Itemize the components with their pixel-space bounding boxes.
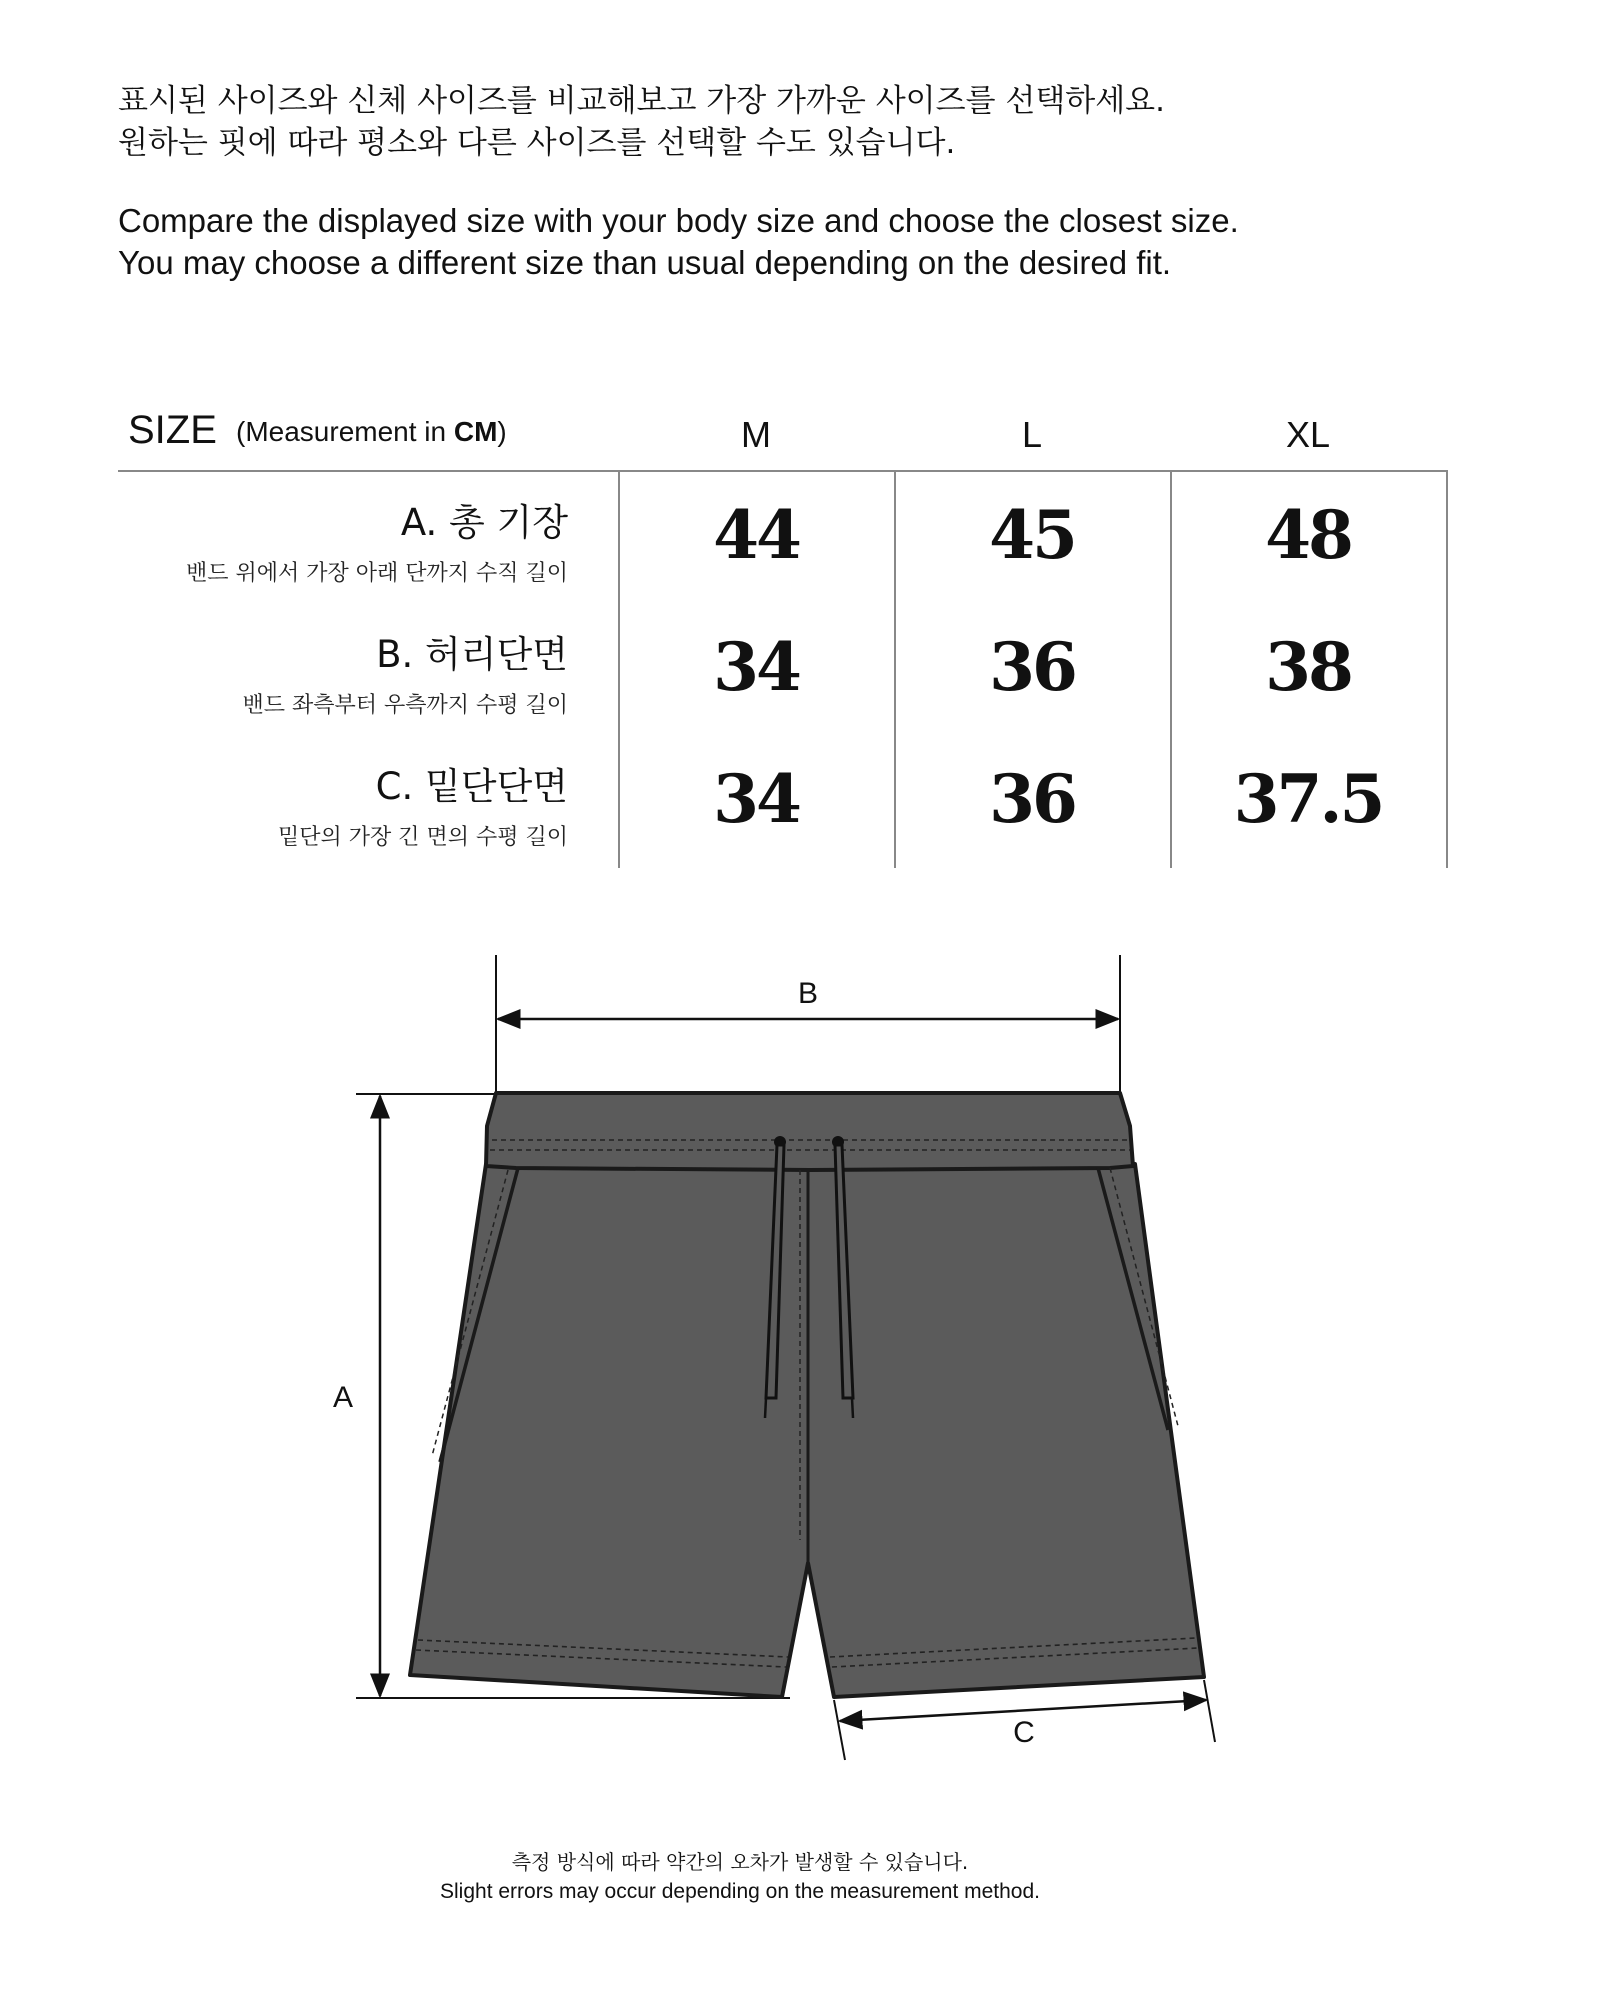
row-label [242,624,568,719]
dimension-b [496,955,1120,1092]
intro-ko-line-2: 원하는 핏에 따라 평소와 다른 사이즈를 선택할 수도 있습니다. [118,125,956,161]
size-value: 34 [713,760,799,838]
size-value: 48 [1265,496,1351,574]
intro-en-line-1: Compare the displayed size with your body size and choose the closest size. [118,202,1239,239]
row-label-description: 밑단의 가장 긴 면의 수평 길이 [278,825,568,850]
row-label-description: 밴드 위에서 가장 아래 단까지 수직 길이 [186,561,568,586]
size-table [118,400,1448,868]
size-row-c [118,736,1448,868]
size-row-a [118,472,1448,604]
row-label-title: C. 밑단단면 [375,765,568,808]
shorts-measurement-diagram [0,940,1600,1800]
column-header-xl: XL [1285,414,1331,455]
size-value: 36 [989,628,1075,706]
intro-en-line-2: You may choose a different size than usual depending on the desired fit. [118,244,1172,281]
dimension-b-label: B [797,977,819,1010]
row-label-description: 밴드 좌측부터 우측까지 수평 길이 [242,693,568,718]
shorts-illustration [410,1093,1204,1697]
size-value: 38 [1265,628,1351,706]
row-label [278,756,568,851]
dimension-c-label: C [1013,1716,1035,1749]
intro-ko-line-1: 표시된 사이즈와 신체 사이즈를 비교해보고 가장 가까운 사이즈를 선택하세요. [118,83,1165,119]
row-label [186,492,568,587]
size-table-header [118,400,1448,472]
column-header-m: M [741,414,771,455]
dimension-a-label: A [332,1381,354,1414]
size-value: 44 [713,496,799,574]
size-value: 45 [989,496,1075,574]
measurement-unit: (Measurement in CM) [236,416,507,447]
intro-text [118,80,1418,284]
size-value: 34 [713,628,799,706]
row-label-title: A. 총 기장 [400,501,568,544]
size-row-b [118,604,1448,736]
footnote-en: Slight errors may occur depending on the measurement method. [440,1880,1040,1903]
column-header-l: L [1021,414,1043,455]
size-title: SIZE [128,408,217,452]
row-label-title: B. 허리단면 [376,633,568,676]
size-value: 37.5 [1233,760,1383,838]
footnote-ko: 측정 방식에 따라 약간의 오차가 발생할 수 있습니다. [511,1850,969,1874]
measurement-footnote [0,1848,1480,1906]
size-value: 36 [989,760,1075,838]
